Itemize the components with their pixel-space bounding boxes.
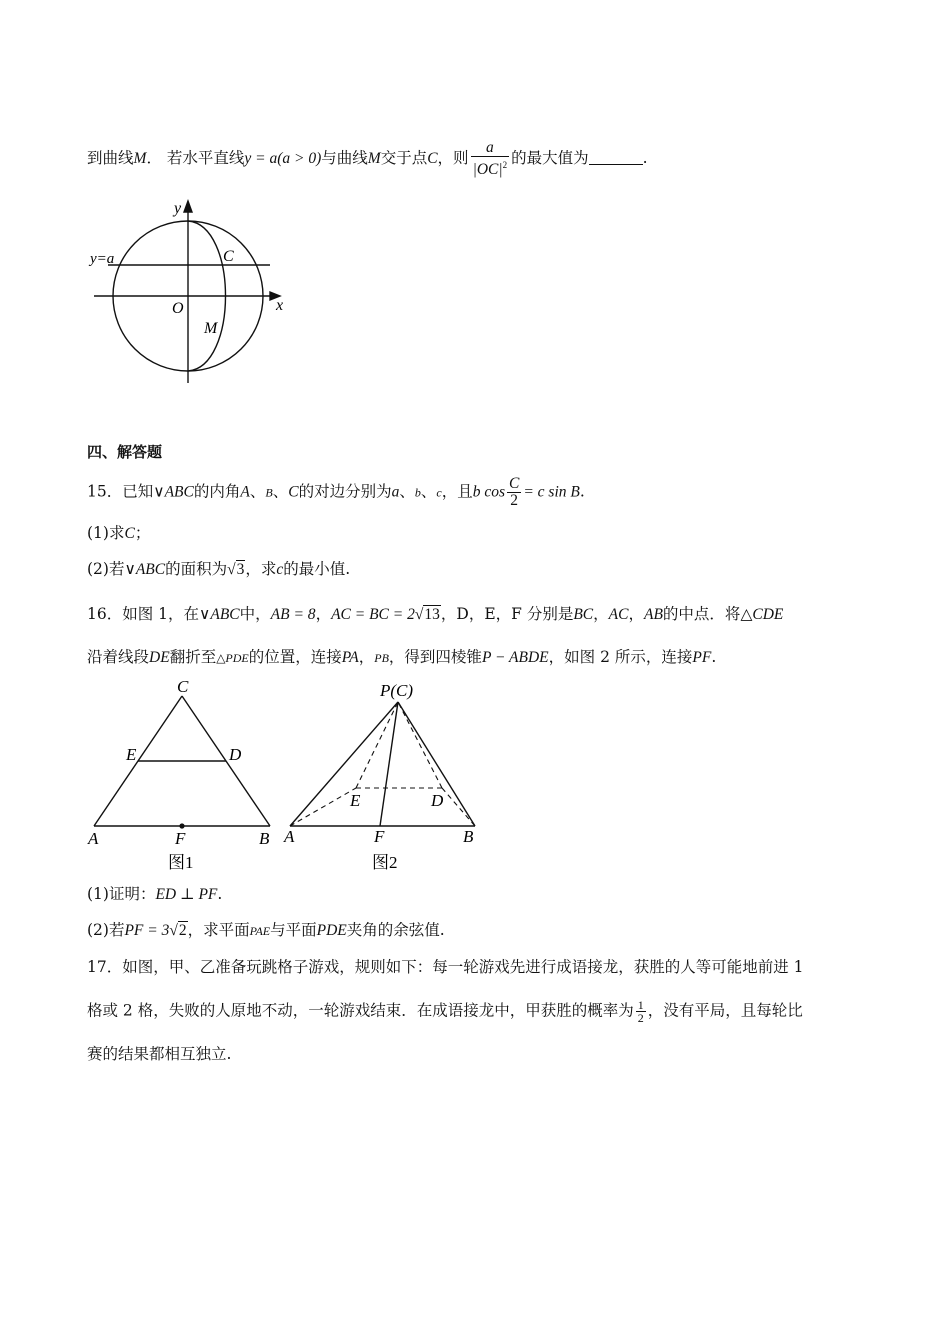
q16-pf: PF bbox=[692, 649, 712, 666]
f2-label-f: F bbox=[374, 827, 385, 846]
f2-caption: 图2 bbox=[372, 853, 398, 872]
edge-ae-hidden bbox=[290, 788, 356, 826]
q17-line3: 赛的结果都相互独立. bbox=[87, 1045, 232, 1063]
q14-frac-den bbox=[471, 156, 510, 178]
q16-stem-line2 bbox=[87, 646, 716, 669]
section-title: 四、解答题 bbox=[87, 443, 163, 461]
q16-text: ， bbox=[315, 605, 332, 623]
point-f bbox=[179, 823, 184, 828]
f1-label-d: D bbox=[229, 745, 242, 764]
q15-text: 15．已知 bbox=[87, 482, 154, 501]
q15-frac-num: C bbox=[509, 475, 520, 492]
q16-pb: PB bbox=[374, 651, 389, 665]
q14-equation: y = a(a > 0) bbox=[244, 150, 322, 168]
q14-frac-num: a bbox=[485, 139, 494, 156]
f2-label-p: P(C) bbox=[380, 681, 414, 700]
q16-text: 16．如图 1，在 bbox=[87, 605, 200, 623]
q15-text: 的内角 bbox=[193, 482, 241, 501]
f2-label-d: D bbox=[431, 791, 444, 810]
q15-sep: 、 bbox=[399, 482, 415, 501]
q14-fraction bbox=[471, 140, 510, 178]
q16-sub2-radicand: 2 bbox=[178, 922, 187, 939]
label-c: C bbox=[223, 248, 234, 265]
q17-line2 bbox=[87, 999, 803, 1024]
q15-sub1 bbox=[87, 522, 150, 545]
q16-ab-eq: AB = 8 bbox=[270, 606, 316, 623]
q15-eq-right: = c sin B bbox=[523, 483, 580, 501]
label-o: O bbox=[172, 300, 184, 317]
q14-frac-den-text: |OC| bbox=[472, 161, 503, 179]
label-line-y-a: y=a bbox=[90, 251, 115, 267]
q16-ac: AC bbox=[608, 606, 629, 623]
q15-sub1-text: (1)求 bbox=[87, 524, 125, 542]
q15-var-a: A bbox=[240, 483, 250, 501]
q15-text: 的对边分别为 bbox=[298, 482, 392, 501]
q15-sep: 、 bbox=[420, 482, 437, 501]
y-axis-arrow bbox=[184, 201, 192, 212]
f1-label-e: E bbox=[126, 745, 137, 764]
q15-sqrt: √3 bbox=[227, 561, 245, 578]
q16-text: ，如图 2 所示，连接 bbox=[548, 648, 693, 666]
q16-plane-pae: PAE bbox=[249, 924, 271, 938]
answer-blank[interactable] bbox=[589, 150, 643, 165]
q16-sqrt-radicand: 13 bbox=[424, 606, 440, 623]
q17-text: ，没有平局，且每轮比 bbox=[647, 1001, 803, 1020]
f1-label-f: F bbox=[175, 829, 186, 848]
edge-db-hidden bbox=[442, 788, 475, 826]
f2-label-e: E bbox=[350, 791, 361, 810]
q16-sub1-text: (1)证明： bbox=[87, 885, 156, 903]
q15-text: ，且 bbox=[441, 482, 473, 501]
q16-figure-1 bbox=[80, 674, 280, 874]
q16-pyramid: P − ABDE bbox=[481, 649, 549, 666]
q16-text: ，得到四棱锥 bbox=[388, 648, 482, 666]
q15-eq-left: b cos bbox=[472, 483, 505, 501]
q16-cde: △CDE bbox=[740, 606, 784, 623]
q16-sub1 bbox=[87, 883, 222, 906]
q14-tail-line bbox=[87, 140, 648, 178]
q15-sub2-text: (2)若 bbox=[87, 560, 125, 578]
q15-fraction bbox=[507, 476, 521, 509]
q17-frac-num: 1 bbox=[637, 998, 644, 1012]
q15-sub1-text: ； bbox=[134, 524, 151, 542]
label-y: y bbox=[174, 200, 182, 217]
q15-sqrt-radicand: 3 bbox=[236, 561, 245, 578]
q14-text: ，则 bbox=[437, 149, 469, 168]
q15-triangle: ∨ABC bbox=[153, 483, 194, 501]
label-m: M bbox=[204, 320, 218, 337]
q15-side-a: a bbox=[391, 483, 400, 501]
q16-stem-line1 bbox=[87, 603, 783, 626]
q15-side-b: b bbox=[414, 485, 421, 500]
q16-pa: PA bbox=[341, 649, 359, 666]
q16-sub1-text: . bbox=[217, 885, 223, 903]
q14-text: 到曲线 bbox=[87, 149, 134, 168]
q15-var-b: B bbox=[265, 485, 273, 500]
edge-pa bbox=[290, 702, 398, 826]
q14-text: 与曲线 bbox=[321, 149, 368, 168]
q15-sub2-var: c bbox=[276, 561, 284, 578]
q17-fraction bbox=[636, 999, 646, 1024]
q15-sub1-var: C bbox=[124, 525, 135, 542]
q17-text: 格或 2 格，失败的人原地不动，一轮游戏结束．在成语接龙中，甲获胜的概率为 bbox=[87, 1001, 634, 1020]
q16-text: 翻折至 bbox=[169, 648, 217, 666]
q16-sqrt-13: √13 bbox=[414, 606, 440, 623]
q16-sub1-eq: ED ⊥ PF bbox=[155, 886, 218, 903]
q16-sub2-text: (2)若 bbox=[87, 921, 125, 939]
edge-pd-hidden bbox=[398, 702, 442, 788]
q14-curve-var: M bbox=[133, 150, 147, 168]
q14-point-c: C bbox=[427, 150, 438, 168]
q14-figure bbox=[80, 195, 300, 385]
q15-text: . bbox=[579, 482, 585, 501]
q16-pde: △PDE bbox=[216, 651, 249, 665]
q16-plane-pde: PDE bbox=[316, 922, 347, 939]
q15-side-c: c bbox=[436, 485, 442, 500]
q16-text: ， bbox=[593, 605, 609, 623]
q16-de: DE bbox=[149, 649, 170, 666]
q15-sep: 、 bbox=[249, 482, 266, 501]
q17-line1: 17．如图，甲、乙准备玩跳格子游戏，规则如下：每一轮游戏先进行成语接龙，获胜的人等可能地前进 1 bbox=[87, 958, 804, 976]
q16-text: 的位置，连接 bbox=[248, 648, 342, 666]
q16-triangle: ∨ABC bbox=[199, 606, 240, 623]
q16-sub2-text: 与平面 bbox=[270, 921, 317, 939]
q16-text: 中， bbox=[239, 605, 271, 623]
q14-text: ． 若水平直线 bbox=[146, 149, 245, 168]
f2-label-a: A bbox=[284, 827, 295, 846]
q14-text: 的最大值为 bbox=[511, 149, 589, 168]
q15-sub2-triangle: ∨ABC bbox=[124, 561, 166, 578]
q16-sub2-sqrt: √2 bbox=[169, 922, 187, 939]
q15-sep: 、 bbox=[272, 482, 289, 501]
q15-sub2-text: 的最小值. bbox=[283, 560, 351, 578]
q16-text: ， bbox=[628, 605, 644, 623]
q14-text: 交于点 bbox=[380, 149, 428, 168]
q15-var-c: C bbox=[288, 483, 299, 501]
f2-label-b: B bbox=[463, 827, 474, 846]
f1-caption: 图1 bbox=[168, 853, 194, 872]
q16-text: ， bbox=[358, 648, 375, 666]
q16-sub2-eq: PF = 3 bbox=[124, 922, 170, 939]
q15-stem bbox=[87, 476, 585, 509]
q16-sub2-text: 夹角的余弦值. bbox=[346, 921, 445, 939]
q14-text: . bbox=[642, 149, 648, 168]
q14-frac-exp: 2 bbox=[502, 160, 508, 170]
q16-figure-2 bbox=[280, 674, 490, 874]
q15-sub2-text: ，求 bbox=[245, 560, 277, 578]
q16-sub2 bbox=[87, 919, 445, 942]
label-x: x bbox=[276, 297, 284, 314]
q16-text: 沿着线段 bbox=[87, 648, 150, 666]
q16-text: 的中点．将 bbox=[662, 605, 741, 623]
q15-frac-den: 2 bbox=[507, 492, 521, 509]
q15-sub2 bbox=[87, 558, 350, 581]
q17-frac-den: 2 bbox=[637, 1011, 644, 1025]
q16-text: ，D，E，F 分别是 bbox=[440, 605, 574, 623]
f1-label-a: A bbox=[88, 829, 99, 848]
q16-ac-eq: AC = BC = 2 bbox=[331, 606, 415, 623]
q16-bc: BC bbox=[573, 606, 594, 623]
q16-text: . bbox=[711, 648, 717, 666]
q15-sub2-text: 的面积为 bbox=[165, 560, 228, 578]
q14-curve-var: M bbox=[367, 150, 381, 168]
q16-sub2-text: ，求平面 bbox=[187, 921, 250, 939]
q16-ab: AB bbox=[643, 606, 663, 623]
f1-label-b: B bbox=[259, 829, 270, 848]
f1-label-c: C bbox=[177, 677, 189, 696]
